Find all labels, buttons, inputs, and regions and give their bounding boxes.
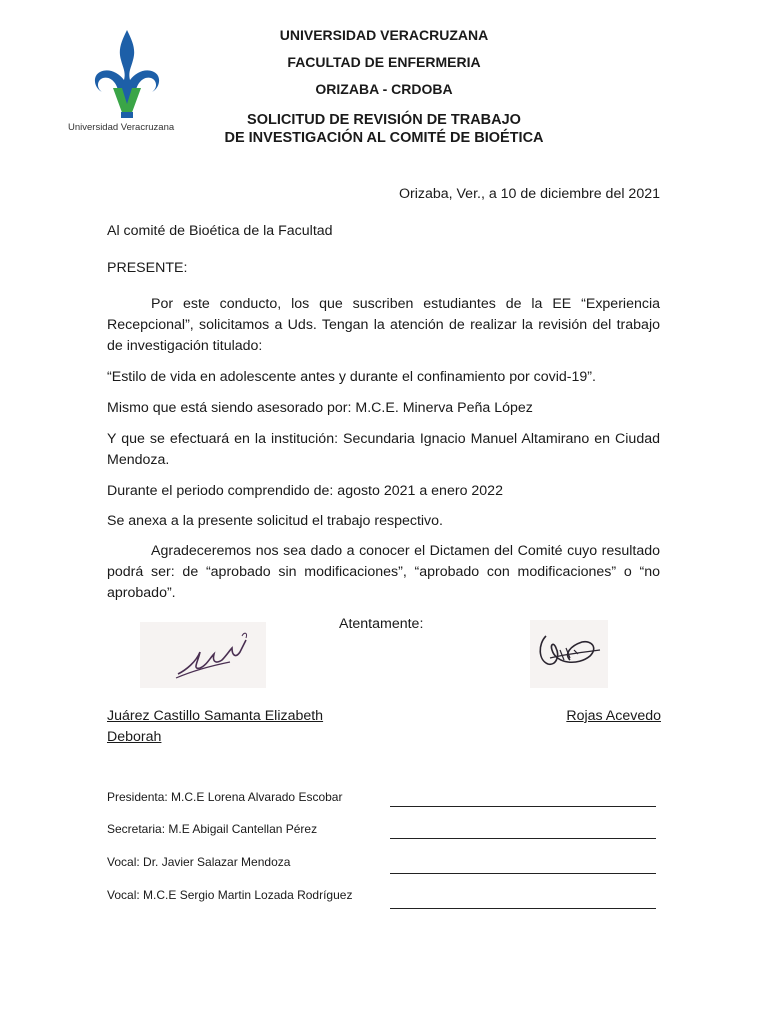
annex-line: Se anexa a la presente solicitud el trabajo respectivo.	[107, 513, 443, 529]
presente: PRESENTE:	[107, 260, 188, 276]
paragraph-thanks: Agradeceremos nos sea dado a conocer el Dictamen del Comité cuyo resultado podrá ser: de “aprobado sin modificaciones”, “aprobado con modificaciones” o “no aprobado”.	[107, 543, 660, 601]
logo-caption: Universidad Veracruzana	[68, 122, 175, 133]
campus-name: ORIZABA - CRDOBA	[315, 81, 453, 97]
university-name: UNIVERSIDAD VERACRUZANA	[279, 27, 489, 43]
project-title: “Estilo de vida en adolescente antes y durante el confinamiento por covid-19”.	[107, 369, 596, 385]
student1-name-line1: Juárez Castillo Samanta Elizabeth	[107, 708, 324, 724]
signature-line	[390, 908, 656, 909]
period-line: Durante el periodo comprendido de: agosto 2021 a enero 2022	[107, 483, 503, 499]
place-date: Orizaba, Ver., a 10 de diciembre del 2021	[398, 186, 660, 202]
faculty-name: FACULTAD DE ENFERMERIA	[287, 54, 481, 70]
signature-line	[390, 873, 656, 874]
document-title-line1: SOLICITUD DE REVISIÓN DE TRABAJO	[247, 112, 521, 128]
student2-name: Rojas Acevedo	[566, 708, 661, 724]
committee-member: Vocal: M.C.E Sergio Martin Lozada Rodríguez	[107, 888, 353, 902]
document-title-line2: DE INVESTIGACIÓN AL COMITÉ DE BIOÉTICA	[224, 130, 544, 146]
student1-name-line2: Deborah	[107, 729, 162, 745]
closing: Atentamente:	[339, 616, 424, 632]
signature-line	[390, 838, 656, 839]
committee-member: Secretaria: M.E Abigail Cantellan Pérez	[107, 822, 318, 836]
signature-juarez	[140, 622, 266, 688]
signature-rojas	[530, 620, 608, 688]
paragraph-request: Por este conducto, los que suscriben estudiantes de la EE “Experiencia Recepcional”, solicitamos a Uds. Tengan la atención de realizar la revisión del trabajo de investigación titulado:	[107, 296, 660, 354]
addressee: Al comité de Bioética de la Facultad	[107, 223, 333, 239]
committee-member: Presidenta: M.C.E Lorena Alvarado Escobar	[107, 790, 343, 804]
institution-line: Y que se efectuará en la institución: Secundaria Ignacio Manuel Altamirano en Ciudad Mendoza.	[107, 431, 660, 468]
committee-member: Vocal: Dr. Javier Salazar Mendoza	[107, 855, 291, 869]
signature-line	[390, 806, 656, 807]
advisor-line: Mismo que está siendo asesorado por: M.C.E. Minerva Peña López	[107, 400, 533, 416]
